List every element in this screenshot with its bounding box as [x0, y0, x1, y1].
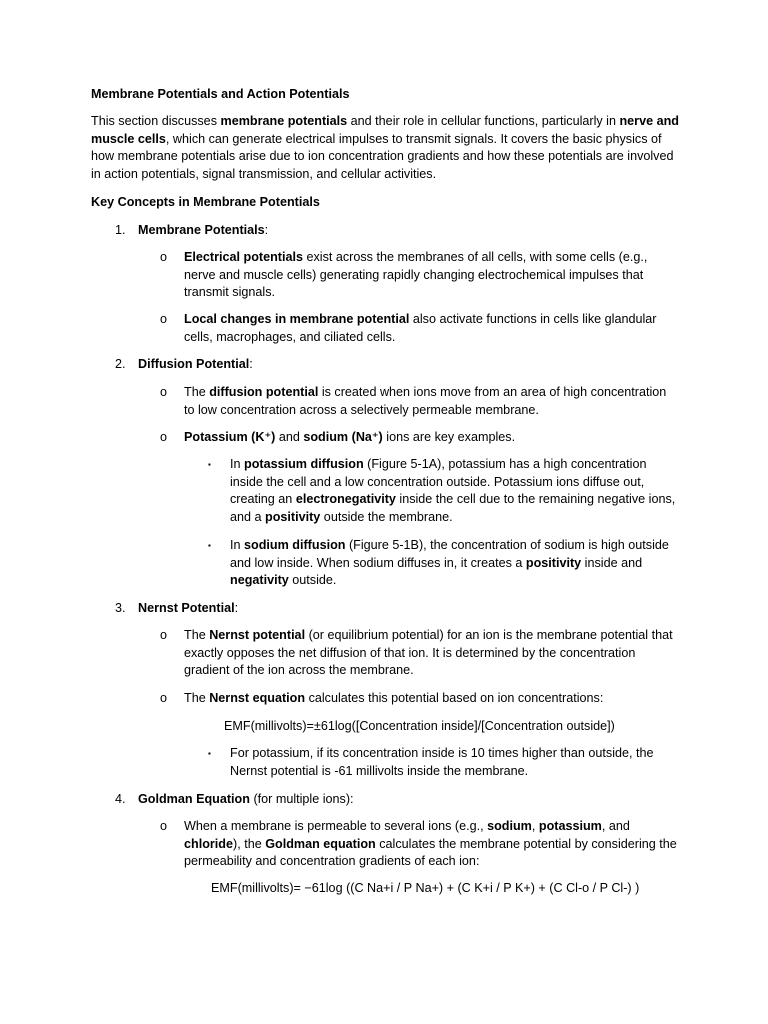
list-number: 4. — [115, 792, 126, 806]
nernst-equation: EMF(millivolts)=±61log([Concentration inside]/[Concentration outside]) — [224, 719, 615, 733]
list-bullet — [184, 249, 680, 302]
circle-bullet-icon: o — [160, 385, 168, 399]
list-subbullet — [230, 537, 678, 590]
list-subbullet — [230, 456, 678, 526]
bullet-bold: positivity — [525, 555, 582, 570]
list-number: 3. — [115, 601, 126, 615]
list-bullet — [184, 311, 680, 346]
section-heading: Key Concepts in Membrane Potentials — [91, 195, 320, 209]
bullet-text: inside the cell due to the remaining negative ions, and a — [230, 492, 676, 524]
label-colon: : — [234, 601, 239, 615]
circle-bullet-icon: o — [160, 628, 168, 642]
bullet-bold: Electrical potentials — [184, 250, 303, 264]
bullet-text: (Figure 5-1A), potassium has a high concentration inside the cell and a low concentration outside. Potassium ions diffuse out, creating an — [230, 457, 647, 507]
list-bullet — [184, 429, 680, 447]
bullet-text: , — [531, 819, 539, 833]
bullet-text: outside the membrane. — [320, 509, 453, 524]
label-colon: : — [264, 223, 269, 237]
intro-text: , which can generate electrical impulses to transmit signals. It covers the basic physics of how membrane potentials arise due to ion concentration gradients and how these potentials are involved in action potentials, signal transmission, and cellular activities. — [91, 131, 674, 181]
label-text: (for multiple ions): — [249, 792, 354, 806]
list-bullet — [184, 384, 680, 419]
bullet-bold: positivity — [265, 509, 321, 524]
bullet-text: also activate functions in cells like glandular cells, macrophages, and ciliated cells. — [184, 312, 657, 344]
square-bullet-icon: ▪ — [208, 749, 211, 758]
circle-bullet-icon: o — [160, 250, 168, 264]
bullet-bold: Nernst potential — [209, 628, 306, 642]
label-colon: : — [249, 357, 253, 371]
bullet-bold: Nernst equation — [209, 691, 306, 705]
bullet-text: In — [230, 538, 245, 552]
bullet-text: In — [230, 457, 245, 471]
bullet-bold: sodium diffusion — [244, 538, 346, 552]
bullet-text: ions are key examples. — [382, 430, 516, 444]
intro-text: This section discusses — [91, 114, 221, 128]
list-bullet — [184, 627, 680, 680]
bullet-text: ), the — [233, 836, 266, 851]
list-item-label — [138, 791, 354, 809]
bullet-text: The — [184, 385, 210, 399]
list-bullet — [184, 818, 680, 871]
label-bold: Nernst Potential — [138, 601, 235, 615]
square-bullet-icon: ▪ — [208, 460, 211, 469]
bullet-bold: chloride — [184, 836, 233, 851]
bullet-bold: potassium — [538, 819, 602, 833]
bullet-bold: diffusion potential — [209, 385, 319, 399]
bullet-bold: Potassium (K⁺) — [184, 430, 276, 444]
bullet-bold: negativity — [230, 573, 289, 588]
bullet-text: outside. — [288, 573, 337, 588]
bullet-text: The — [184, 628, 210, 642]
circle-bullet-icon: o — [160, 312, 168, 326]
list-item-label — [138, 600, 238, 618]
label-bold: Membrane Potentials — [138, 223, 265, 237]
bullet-text: , and — [601, 819, 630, 833]
label-bold: Diffusion Potential — [138, 357, 250, 371]
bullet-bold: sodium (Na⁺) — [303, 430, 383, 444]
list-item-label — [138, 356, 253, 374]
bullet-bold: electronegativity — [295, 492, 396, 507]
list-bullet — [184, 690, 680, 708]
circle-bullet-icon: o — [160, 691, 168, 705]
square-bullet-icon: ▪ — [208, 541, 211, 550]
goldman-equation: EMF(millivolts)= −61log ((C Na+i / P Na+) + (C K+i / P K+) + (C Cl-o / P Cl-) ) — [211, 881, 640, 895]
list-number: 2. — [115, 357, 126, 371]
bullet-text: is created when ions move from an area of high concentration to low concentration across a selectively permeable membrane. — [184, 385, 667, 417]
document-title: Membrane Potentials and Action Potentials — [91, 87, 350, 101]
bullet-text: and — [275, 430, 304, 444]
bullet-text: inside and — [581, 555, 643, 570]
bullet-bold: sodium — [487, 819, 532, 833]
bullet-text: The — [184, 691, 210, 705]
bullet-bold: Goldman equation — [265, 836, 376, 851]
list-item-label — [138, 222, 268, 240]
label-bold: Goldman Equation — [138, 792, 250, 806]
list-number: 1. — [115, 223, 126, 237]
intro-bold: nerve and muscle cells — [91, 114, 679, 146]
bullet-text: (or equilibrium potential) for an ion is the membrane potential that exactly opposes the net diffusion of that ion. It is determined by the concentration gradient of the ion across the membrane. — [184, 628, 673, 678]
circle-bullet-icon: o — [160, 819, 168, 833]
bullet-text: exist across the membranes of all cells, with some cells (e.g., nerve and muscle cells) generating rapidly changing electrochemical impulses that transmit signals. — [184, 250, 648, 300]
bullet-bold: potassium diffusion — [244, 457, 364, 471]
bullet-text: When a membrane is permeable to several ions (e.g., — [184, 819, 488, 833]
bullet-bold: Local changes in membrane potential — [184, 312, 410, 326]
intro-bold: membrane potentials — [220, 114, 348, 128]
circle-bullet-icon: o — [160, 430, 168, 444]
intro-paragraph — [91, 113, 681, 183]
bullet-text: (Figure 5-1B), the concentration of sodium is high outside and low inside. When sodium diffuses in, it creates a — [230, 538, 669, 570]
bullet-text: calculates this potential based on ion concentrations: — [305, 691, 604, 705]
intro-text: and their role in cellular functions, particularly in — [347, 114, 620, 128]
bullet-text: calculates the membrane potential by considering the permeability and concentration gradients of each ion: — [184, 836, 677, 869]
list-subbullet: For potassium, if its concentration inside is 10 times higher than outside, the Nernst potential is -61 millivolts inside the membrane. — [230, 746, 654, 778]
